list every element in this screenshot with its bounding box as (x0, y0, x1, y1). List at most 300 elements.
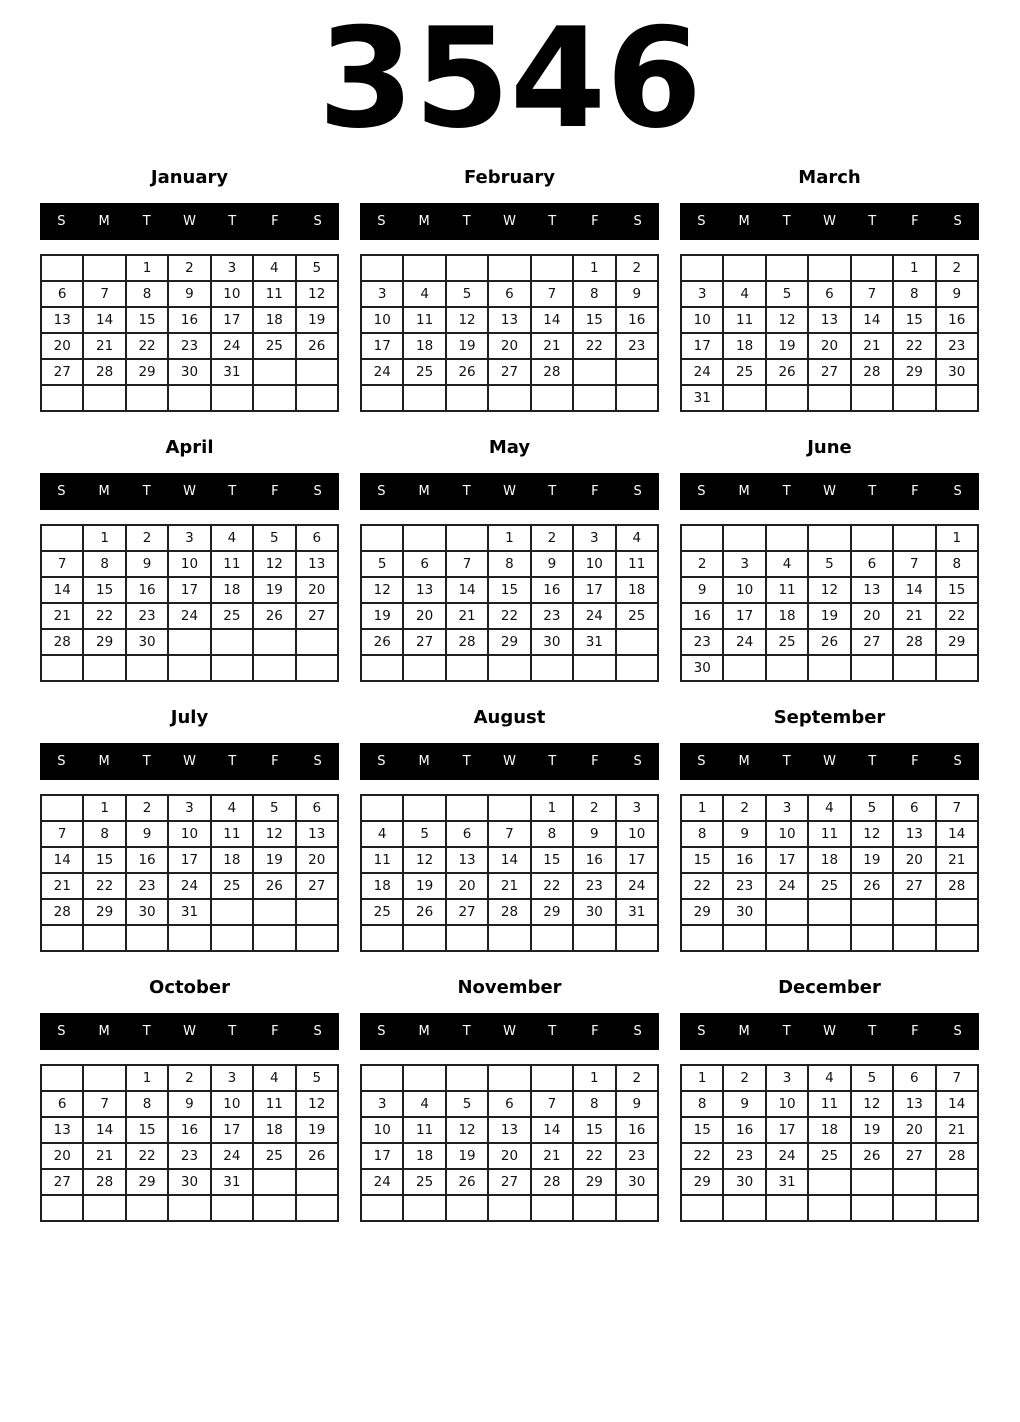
day-cell: 25 (253, 1143, 295, 1169)
day-cell: 6 (808, 281, 850, 307)
empty-cell (766, 1195, 808, 1221)
empty-cell (83, 925, 125, 951)
day-cell: 26 (296, 1143, 338, 1169)
week-row (681, 655, 978, 681)
day-cell: 20 (808, 333, 850, 359)
weekday-label: T (142, 214, 151, 229)
empty-cell (616, 925, 658, 951)
weekday-header-row (680, 743, 979, 780)
week-row (681, 1195, 978, 1221)
weekday-label: F (271, 754, 279, 769)
weekday-label: S (953, 1024, 962, 1039)
empty-cell (296, 1195, 338, 1221)
day-cell: 12 (851, 821, 893, 847)
weekday-label: S (953, 484, 962, 499)
empty-cell (83, 1065, 125, 1091)
day-cell: 17 (766, 1117, 808, 1143)
empty-cell (253, 655, 295, 681)
week-row (681, 795, 978, 821)
days-grid (360, 254, 659, 412)
day-cell: 20 (41, 333, 83, 359)
days-grid (360, 1064, 659, 1222)
week-row (681, 551, 978, 577)
weekday-header-row (360, 203, 659, 240)
day-cell: 19 (446, 1143, 488, 1169)
day-cell: 12 (808, 577, 850, 603)
day-cell: 16 (573, 847, 615, 873)
empty-cell (41, 925, 83, 951)
day-cell: 5 (766, 281, 808, 307)
day-cell: 19 (361, 603, 403, 629)
day-cell: 30 (616, 1169, 658, 1195)
day-cell: 2 (126, 525, 168, 551)
days-grid (40, 1064, 339, 1222)
day-cell: 2 (531, 525, 573, 551)
weekday-label: T (868, 754, 877, 769)
day-cell: 4 (253, 255, 295, 281)
empty-cell (766, 525, 808, 551)
day-cell: 28 (936, 873, 978, 899)
day-cell: 19 (296, 307, 338, 333)
day-cell: 30 (936, 359, 978, 385)
day-cell: 28 (531, 1169, 573, 1195)
weekday-label: S (57, 754, 66, 769)
day-cell: 25 (253, 333, 295, 359)
day-cell: 9 (616, 1091, 658, 1117)
weekday-label: M (98, 484, 110, 499)
day-cell: 16 (126, 847, 168, 873)
day-cell: 21 (851, 333, 893, 359)
day-cell: 14 (531, 307, 573, 333)
empty-cell (253, 629, 295, 655)
empty-cell (573, 655, 615, 681)
empty-cell (488, 255, 530, 281)
day-cell: 4 (808, 795, 850, 821)
empty-cell (936, 655, 978, 681)
day-cell: 18 (616, 577, 658, 603)
day-cell: 30 (126, 899, 168, 925)
day-cell: 16 (168, 307, 210, 333)
day-cell: 19 (253, 847, 295, 873)
day-cell: 6 (403, 551, 445, 577)
empty-cell (403, 525, 445, 551)
empty-cell (446, 655, 488, 681)
months-grid (0, 168, 1020, 1222)
day-cell: 8 (126, 281, 168, 307)
day-cell: 4 (403, 1091, 445, 1117)
day-cell: 13 (296, 821, 338, 847)
empty-cell (808, 1169, 850, 1195)
day-cell: 22 (681, 873, 723, 899)
day-cell: 13 (41, 1117, 83, 1143)
empty-cell (446, 925, 488, 951)
day-cell: 16 (681, 603, 723, 629)
day-cell: 21 (41, 603, 83, 629)
day-cell: 25 (211, 603, 253, 629)
empty-cell (936, 1195, 978, 1221)
week-row (361, 795, 658, 821)
day-cell: 28 (851, 359, 893, 385)
day-cell: 1 (488, 525, 530, 551)
empty-cell (41, 525, 83, 551)
weekday-label: T (462, 484, 471, 499)
day-cell: 11 (403, 1117, 445, 1143)
day-cell: 9 (573, 821, 615, 847)
day-cell: 20 (403, 603, 445, 629)
day-cell: 29 (83, 629, 125, 655)
weekday-header-row (680, 203, 979, 240)
day-cell: 31 (616, 899, 658, 925)
week-row (361, 1117, 658, 1143)
day-cell: 14 (41, 847, 83, 873)
year-title: 3546 (317, 0, 703, 159)
day-cell: 5 (361, 551, 403, 577)
day-cell: 26 (446, 1169, 488, 1195)
day-cell: 30 (681, 655, 723, 681)
empty-cell (446, 255, 488, 281)
day-cell: 25 (616, 603, 658, 629)
days-grid (680, 524, 979, 682)
weekday-label: T (782, 1024, 791, 1039)
day-cell: 27 (851, 629, 893, 655)
weekday-label: T (782, 754, 791, 769)
weekday-label: T (868, 214, 877, 229)
week-row (681, 821, 978, 847)
day-cell: 27 (488, 359, 530, 385)
day-cell: 13 (296, 551, 338, 577)
day-cell: 12 (851, 1091, 893, 1117)
day-cell: 21 (936, 847, 978, 873)
day-cell: 14 (936, 1091, 978, 1117)
day-cell: 14 (893, 577, 935, 603)
day-cell: 21 (531, 333, 573, 359)
day-cell: 23 (616, 1143, 658, 1169)
weekday-label: W (183, 1024, 196, 1039)
empty-cell (361, 925, 403, 951)
day-cell: 24 (616, 873, 658, 899)
weekday-label: S (633, 484, 642, 499)
empty-cell (211, 899, 253, 925)
weekday-label: T (548, 214, 557, 229)
day-cell: 3 (681, 281, 723, 307)
day-cell: 7 (446, 551, 488, 577)
weekday-label: T (868, 1024, 877, 1039)
weekday-label: S (697, 1024, 706, 1039)
week-row (681, 333, 978, 359)
week-row (681, 847, 978, 873)
day-cell: 3 (361, 1091, 403, 1117)
week-row (361, 925, 658, 951)
day-cell: 28 (41, 629, 83, 655)
day-cell: 18 (766, 603, 808, 629)
empty-cell (403, 1065, 445, 1091)
day-cell: 1 (893, 255, 935, 281)
empty-cell (808, 255, 850, 281)
empty-cell (531, 925, 573, 951)
day-cell: 1 (126, 255, 168, 281)
day-cell: 8 (126, 1091, 168, 1117)
day-cell: 18 (253, 1117, 295, 1143)
day-cell: 24 (168, 873, 210, 899)
weekday-label: S (953, 214, 962, 229)
week-row (361, 525, 658, 551)
weekday-header-row (360, 743, 659, 780)
day-cell: 3 (211, 1065, 253, 1091)
weekday-label: M (98, 1024, 110, 1039)
day-cell: 5 (253, 525, 295, 551)
weekday-label: T (462, 214, 471, 229)
day-cell: 15 (936, 577, 978, 603)
week-row (41, 1065, 338, 1091)
day-cell: 6 (41, 1091, 83, 1117)
day-cell: 28 (83, 359, 125, 385)
empty-cell (296, 629, 338, 655)
weekday-label: F (911, 484, 919, 499)
empty-cell (253, 359, 295, 385)
empty-cell (808, 385, 850, 411)
day-cell: 23 (723, 873, 765, 899)
day-cell: 23 (168, 333, 210, 359)
empty-cell (766, 255, 808, 281)
weekday-label: F (271, 214, 279, 229)
empty-cell (851, 255, 893, 281)
weekday-label: S (953, 754, 962, 769)
day-cell: 27 (893, 1143, 935, 1169)
day-cell: 25 (808, 873, 850, 899)
day-cell: 23 (936, 333, 978, 359)
empty-cell (488, 1065, 530, 1091)
day-cell: 1 (126, 1065, 168, 1091)
day-cell: 2 (616, 255, 658, 281)
day-cell: 23 (681, 629, 723, 655)
weekday-label: S (377, 484, 386, 499)
empty-cell (126, 385, 168, 411)
day-cell: 20 (488, 333, 530, 359)
day-cell: 17 (211, 1117, 253, 1143)
empty-cell (211, 655, 253, 681)
empty-cell (211, 925, 253, 951)
month-name: September (773, 707, 886, 728)
day-cell: 19 (766, 333, 808, 359)
day-cell: 29 (126, 1169, 168, 1195)
week-row (361, 1143, 658, 1169)
weekday-label: T (782, 214, 791, 229)
day-cell: 14 (488, 847, 530, 873)
day-cell: 2 (936, 255, 978, 281)
day-cell: 16 (723, 847, 765, 873)
empty-cell (808, 925, 850, 951)
day-cell: 5 (851, 1065, 893, 1091)
day-cell: 26 (296, 333, 338, 359)
month-march (680, 168, 979, 412)
empty-cell (83, 255, 125, 281)
day-cell: 7 (488, 821, 530, 847)
day-cell: 29 (936, 629, 978, 655)
day-cell: 13 (893, 1091, 935, 1117)
empty-cell (41, 255, 83, 281)
day-cell: 18 (808, 1117, 850, 1143)
day-cell: 23 (126, 873, 168, 899)
week-row (41, 333, 338, 359)
weekday-label: W (823, 484, 836, 499)
day-cell: 25 (211, 873, 253, 899)
day-cell: 21 (531, 1143, 573, 1169)
empty-cell (126, 925, 168, 951)
empty-cell (168, 925, 210, 951)
day-cell: 20 (893, 847, 935, 873)
weekday-label: T (142, 754, 151, 769)
week-row (361, 307, 658, 333)
day-cell: 27 (296, 873, 338, 899)
day-cell: 4 (403, 281, 445, 307)
day-cell: 21 (41, 873, 83, 899)
day-cell: 30 (168, 359, 210, 385)
day-cell: 11 (211, 551, 253, 577)
empty-cell (253, 925, 295, 951)
empty-cell (851, 655, 893, 681)
weekday-label: W (503, 1024, 516, 1039)
weekday-label: S (57, 484, 66, 499)
week-row (41, 847, 338, 873)
day-cell: 3 (573, 525, 615, 551)
day-cell: 27 (893, 873, 935, 899)
month-name: February (463, 167, 556, 188)
days-grid (360, 524, 659, 682)
week-row (41, 629, 338, 655)
day-cell: 19 (253, 577, 295, 603)
week-row (41, 821, 338, 847)
day-cell: 17 (573, 577, 615, 603)
day-cell: 27 (403, 629, 445, 655)
week-row (41, 655, 338, 681)
empty-cell (83, 1195, 125, 1221)
week-row (681, 359, 978, 385)
weekday-label: S (633, 1024, 642, 1039)
day-cell: 14 (851, 307, 893, 333)
day-cell: 9 (681, 577, 723, 603)
day-cell: 19 (296, 1117, 338, 1143)
days-grid (40, 794, 339, 952)
day-cell: 10 (766, 821, 808, 847)
day-cell: 20 (296, 847, 338, 873)
day-cell: 3 (766, 795, 808, 821)
empty-cell (403, 1195, 445, 1221)
week-row (41, 1143, 338, 1169)
day-cell: 12 (253, 821, 295, 847)
empty-cell (531, 1195, 573, 1221)
day-cell: 11 (253, 281, 295, 307)
day-cell: 25 (361, 899, 403, 925)
day-cell: 28 (488, 899, 530, 925)
day-cell: 5 (808, 551, 850, 577)
empty-cell (253, 385, 295, 411)
day-cell: 29 (488, 629, 530, 655)
day-cell: 22 (488, 603, 530, 629)
month-december (680, 978, 979, 1222)
month-name: October (149, 977, 230, 998)
day-cell: 12 (766, 307, 808, 333)
weekday-label: S (697, 484, 706, 499)
day-cell: 24 (361, 359, 403, 385)
empty-cell (296, 899, 338, 925)
day-cell: 19 (851, 1117, 893, 1143)
month-june (680, 438, 979, 682)
day-cell: 2 (723, 795, 765, 821)
day-cell: 8 (531, 821, 573, 847)
day-cell: 15 (488, 577, 530, 603)
day-cell: 13 (488, 1117, 530, 1143)
day-cell: 27 (446, 899, 488, 925)
empty-cell (893, 925, 935, 951)
day-cell: 30 (723, 1169, 765, 1195)
week-row (41, 1091, 338, 1117)
day-cell: 15 (83, 577, 125, 603)
weekday-label: T (868, 484, 877, 499)
day-cell: 13 (403, 577, 445, 603)
day-cell: 1 (936, 525, 978, 551)
weekday-label: F (911, 754, 919, 769)
day-cell: 23 (531, 603, 573, 629)
day-cell: 2 (573, 795, 615, 821)
empty-cell (808, 525, 850, 551)
day-cell: 31 (211, 359, 253, 385)
day-cell: 2 (723, 1065, 765, 1091)
week-row (41, 1117, 338, 1143)
empty-cell (531, 655, 573, 681)
weekday-label: F (271, 484, 279, 499)
weekday-label: T (142, 1024, 151, 1039)
day-cell: 8 (573, 281, 615, 307)
empty-cell (893, 525, 935, 551)
weekday-header-row (680, 473, 979, 510)
weekday-label: T (228, 754, 237, 769)
week-row (681, 255, 978, 281)
empty-cell (403, 795, 445, 821)
empty-cell (253, 899, 295, 925)
month-may (360, 438, 659, 682)
month-name: March (798, 167, 861, 188)
empty-cell (168, 385, 210, 411)
day-cell: 31 (681, 385, 723, 411)
week-row (361, 577, 658, 603)
day-cell: 17 (168, 577, 210, 603)
day-cell: 24 (211, 1143, 253, 1169)
day-cell: 17 (616, 847, 658, 873)
weekday-label: T (548, 754, 557, 769)
day-cell: 26 (851, 873, 893, 899)
month-name: August (473, 707, 546, 728)
day-cell: 14 (41, 577, 83, 603)
day-cell: 21 (488, 873, 530, 899)
weekday-label: W (823, 754, 836, 769)
week-row (41, 551, 338, 577)
weekday-label: S (633, 754, 642, 769)
day-cell: 5 (403, 821, 445, 847)
weekday-label: T (228, 1024, 237, 1039)
day-cell: 29 (573, 1169, 615, 1195)
week-row (361, 603, 658, 629)
day-cell: 24 (361, 1169, 403, 1195)
month-november (360, 978, 659, 1222)
empty-cell (681, 525, 723, 551)
day-cell: 30 (531, 629, 573, 655)
day-cell: 24 (766, 1143, 808, 1169)
empty-cell (488, 925, 530, 951)
day-cell: 31 (573, 629, 615, 655)
day-cell: 8 (573, 1091, 615, 1117)
day-cell: 27 (41, 359, 83, 385)
week-row (41, 385, 338, 411)
